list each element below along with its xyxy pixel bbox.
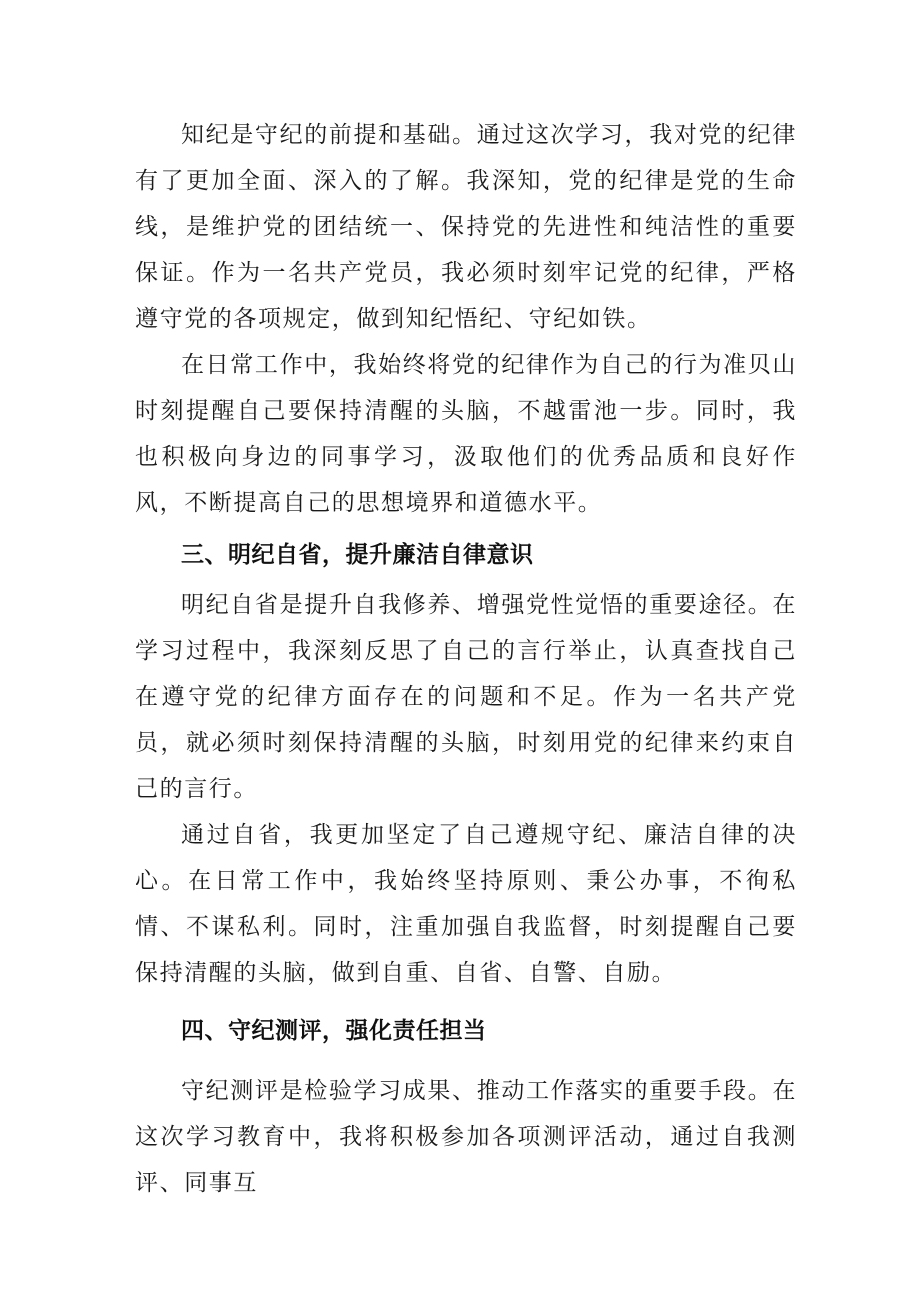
section-heading-4: 四、守纪测评，强化责任担当 [181,1018,487,1044]
paragraph-self-discipline: 通过自省，我更加坚定了自己遵规守纪、廉洁自律的决心。在日常工作中，我始终坚持原则、秉公办事，不徇私情、不谋私利。同时，注重加强自我监督，时刻提醒自己要保持清醒的头脑，做到自重、自省、自警、自励。 [135,822,797,986]
paragraph-daily-work: 在日常工作中，我始终将党的纪律作为自己的行为准贝山时刻提醒自己要保持清醒的头脑，不越雷池一步。同时，我也积极向身边的同事学习，汲取他们的优秀品质和良好作风，不断提高自己的思想境界和道德水平。 [135,352,797,516]
paragraph-evaluation: 守纪测评是检验学习成果、推动工作落实的重要手段。在这次学习教育中，我将积极参加各项测评活动，通过自我测评、同事互 [135,1078,797,1196]
paragraph-self-reflection: 明纪自省是提升自我修养、增强党性觉悟的重要途径。在学习过程中，我深刻反思了自己的言行举止，认真查找自己在遵守党的纪律方面存在的问题和不足。作为一名共产党员，就必须时刻保持清醒的头脑，时刻用党的纪律来约束自己的言行。 [135,592,797,802]
paragraph-knowing-discipline: 知纪是守纪的前提和基础。通过这次学习，我对党的纪律有了更加全面、深入的了解。我深知，党的纪律是党的生命线，是维护党的团结统一、保持党的先进性和纯洁性的重要保证。作为一名共产党员，我必须时刻牢记党的纪律，严格遵守党的各项规定，做到知纪悟纪、守纪如铁。 [135,122,797,332]
document-body [135,112,797,1206]
section-heading-3: 三、明纪自省，提升廉洁自律意识 [181,542,534,568]
